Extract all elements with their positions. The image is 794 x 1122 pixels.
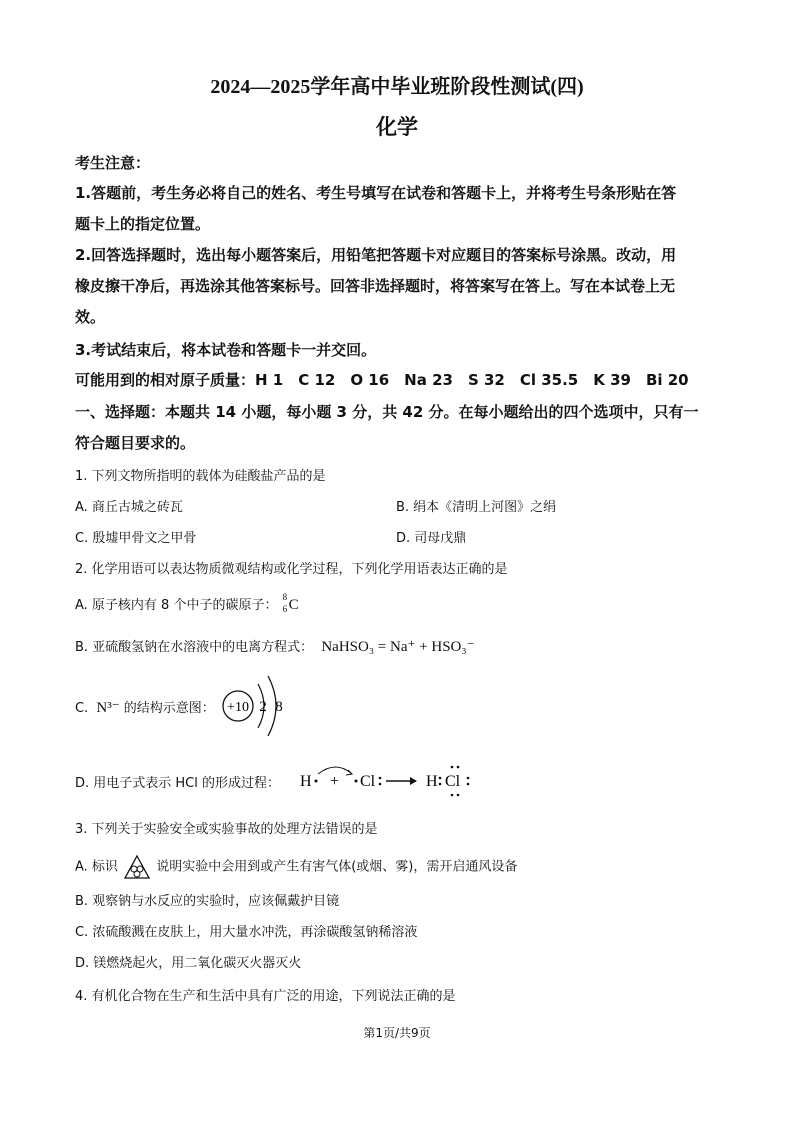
electron-dot: [379, 783, 382, 786]
notice-line: 题卡上的指定位置。: [75, 215, 211, 233]
q3-option-a-pre: A. 标识: [75, 859, 118, 875]
electron-dot: [467, 783, 470, 786]
q2-option-d: D. 用电子式表示 HCl 的形成过程：: [75, 776, 281, 791]
product-hydrogen: H: [426, 773, 438, 790]
electron-dot: [451, 794, 454, 797]
section-heading: 一、选择题：本题共 14 小题，每小题 3 分，共 42 分。在每小题给出的四个选项中，只有一: [75, 403, 699, 421]
atomic-masses: 可能用到的相对原子质量：H 1 C 12 O 16 Na 23 S 32 Cl 35.5 K 39 Bi 20: [75, 371, 689, 389]
q2-option-c-text: 的结构示意图：: [123, 701, 215, 716]
electron-dot: [457, 794, 460, 797]
q1-option-d: D. 司母戊鼎: [396, 531, 467, 546]
element-symbol: C: [288, 596, 299, 613]
chlorine-symbol: Cl: [360, 773, 376, 790]
nucleus-charge: +10: [227, 700, 249, 715]
warning-triangle-icon: [125, 856, 149, 878]
q1-option-c: C. 殷墟甲骨文之甲骨: [75, 531, 197, 546]
atomic-number: 6: [282, 603, 288, 614]
q2-option-b: [75, 636, 475, 656]
exam-title: 2024—2025学年高中毕业班阶段性测试(四): [210, 76, 584, 98]
q3-option-a: [75, 854, 517, 880]
subject-title: 化学: [376, 115, 418, 139]
q2-option-b-text: B. 亚硫酸氢钠在水溶液中的电离方程式：: [75, 640, 314, 655]
electron-dot: [457, 766, 460, 769]
electron-dot-formation: [292, 758, 482, 802]
notice-line: 1.答题前，考生务必将自己的姓名、考生号填写在试卷和答题卡上，并将考生号条形贴在答: [75, 184, 677, 202]
q1-option-b: B. 绢本《清明上河图》之绢: [396, 500, 557, 515]
q2-option-a: [75, 591, 302, 614]
electron-dot: [439, 783, 442, 786]
q4-stem: 4. 有机化合物在生产和生活中具有广泛的用途，下列说法正确的是: [75, 989, 456, 1004]
q3-option-b: B. 观察钠与水反应的实验时，应该佩戴护目镜: [75, 894, 340, 909]
q3-option-a-post: 说明实验中会用到或产生有害气体(或烟、雾)，需开启通风设备: [156, 859, 518, 875]
arrowhead-icon: [410, 777, 417, 785]
notice-line: 3.考试结束后，将本试卷和答题卡一并交回。: [75, 341, 377, 359]
q1-option-a: A. 商丘古城之砖瓦: [75, 500, 183, 515]
q2-option-c-label: C.: [75, 701, 89, 716]
notice-line: 2.回答选择题时，选出每小题答案后，用铅笔把答题卡对应题目的答案标号涂黑。改动，用: [75, 246, 677, 264]
product-chlorine: Cl: [445, 773, 461, 790]
notice-heading: 考生注意：: [75, 154, 151, 172]
notice-line: 橡皮擦干净后，再选涂其他答案标号。回答非选择题时，将答案写在答上。写在本试卷上无: [75, 277, 676, 295]
q2-option-c: [75, 697, 215, 717]
q2-stem: 2. 化学用语可以表达物质微观结构或化学过程，下列化学用语表达正确的是: [75, 562, 508, 577]
electron-dot: [467, 777, 470, 780]
atomic-structure-diagram: [218, 670, 298, 742]
q3-option-d: D. 镁燃烧起火，用二氧化碳灭火器灭火: [75, 956, 302, 971]
plus-sign: +: [330, 773, 340, 790]
ventilation-warning-icon: [123, 854, 151, 880]
shell-2-electrons: 8: [275, 699, 283, 715]
electron-dot: [451, 766, 454, 769]
electron-dot: [355, 780, 358, 783]
fan-blade-icon: [134, 871, 140, 877]
nitride-ion: N³⁻: [96, 700, 120, 716]
section-heading: 符合题目要求的。: [75, 434, 196, 452]
mass-number: 8: [282, 591, 288, 602]
ionization-equation: NaHSO₃ = Na⁺ + HSO₃⁻: [321, 639, 475, 655]
q3-option-c: C. 浓硫酸溅在皮肤上，用大量水冲洗，再涂碳酸氢钠稀溶液: [75, 925, 418, 940]
page-number: 第1页/共9页: [363, 1026, 431, 1040]
q3-stem: 3. 下列关于实验安全或实验事故的处理方法错误的是: [75, 822, 378, 837]
q1-stem: 1. 下列文物所指明的载体为硅酸盐产品的是: [75, 469, 326, 484]
electron-dot: [439, 777, 442, 780]
q2-option-a-text: A. 原子核内有 8 个中子的碳原子：: [75, 598, 278, 613]
electron-dot: [315, 780, 318, 783]
hydrogen-symbol: H: [300, 773, 312, 790]
notice-line: 效。: [75, 308, 106, 326]
electron-dot: [379, 777, 382, 780]
shell-1-electrons: 2: [259, 699, 267, 715]
carbon-nuclide: [282, 591, 302, 614]
